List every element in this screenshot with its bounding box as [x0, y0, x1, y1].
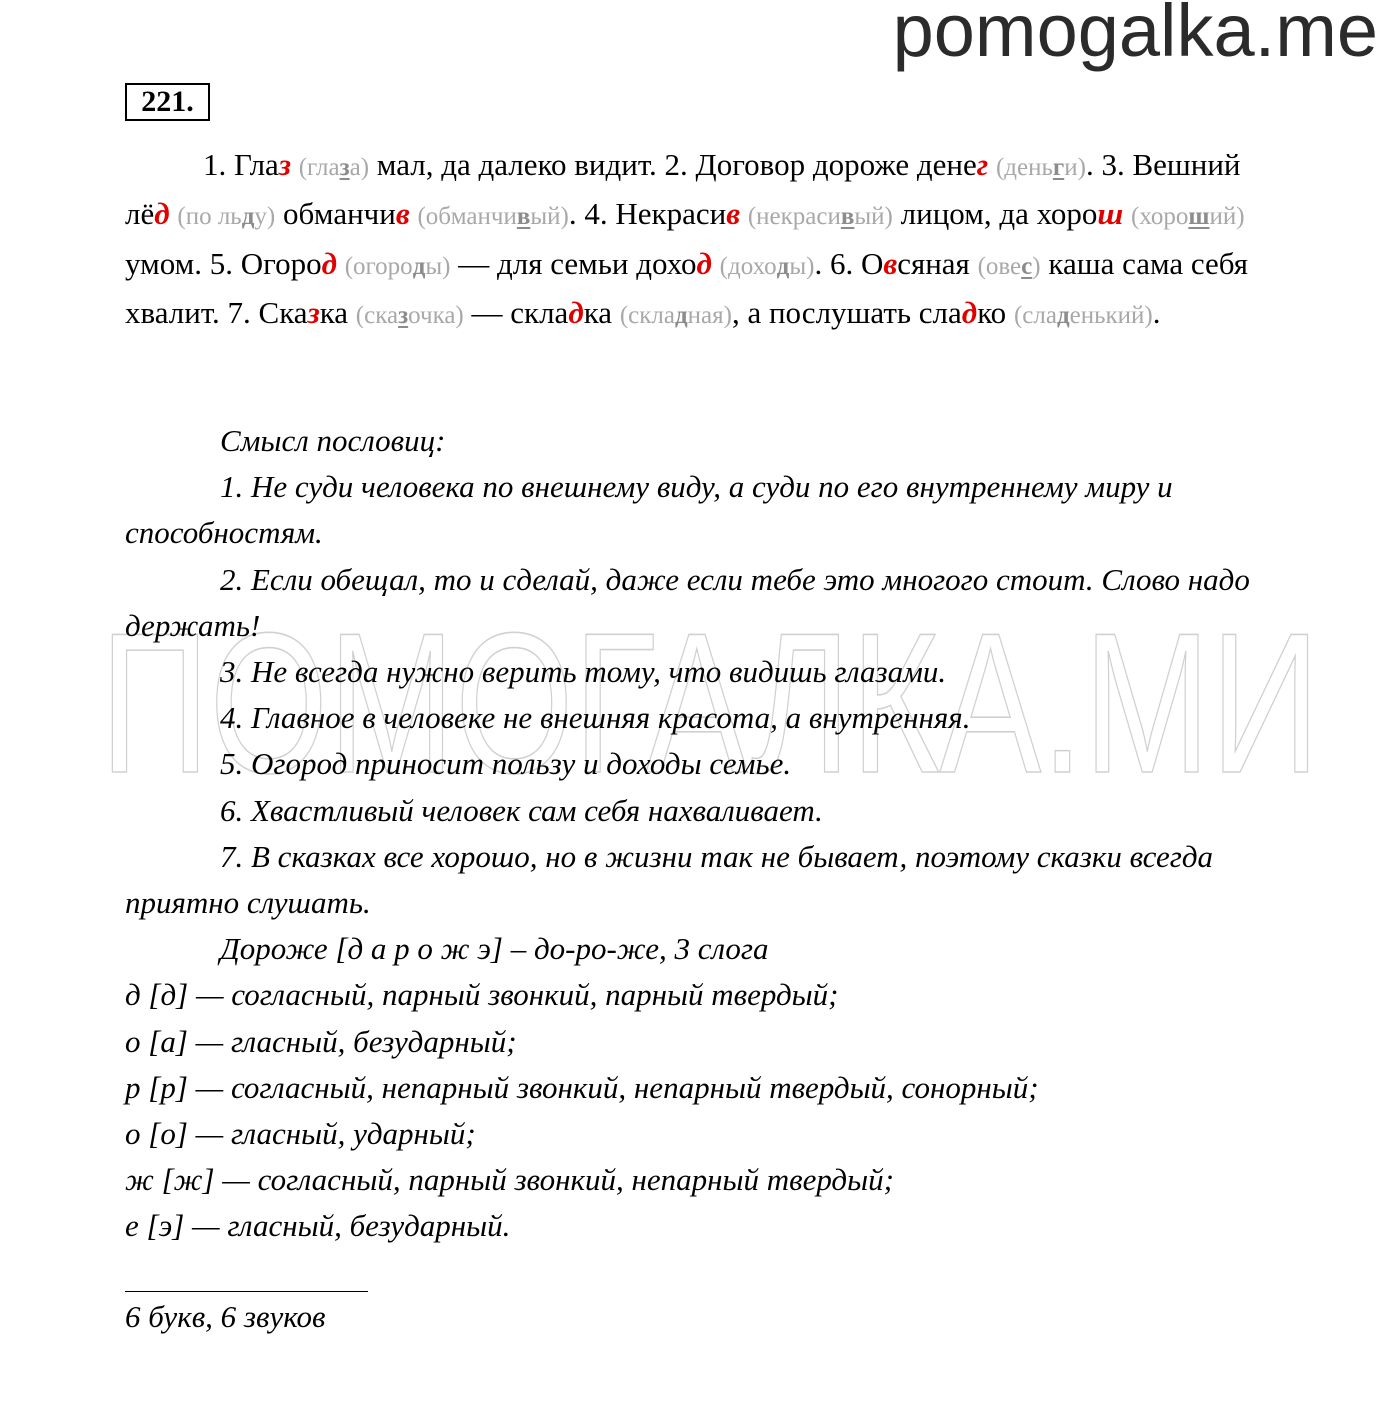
check-letter: в — [516, 203, 531, 231]
meaning-item: 5. Огород приносит пользу и доходы семье. — [220, 746, 792, 782]
check-word: (огоро — [344, 252, 413, 280]
exercise-number: 221. — [125, 83, 210, 121]
text-run: — скла — [463, 294, 569, 330]
highlighted-letter: д — [568, 294, 584, 330]
highlighted-letter: з — [307, 294, 320, 330]
check-word: (сла — [1013, 301, 1057, 329]
check-letter: з — [398, 301, 409, 329]
text-run — [1123, 196, 1131, 231]
check-word: (гла — [298, 154, 340, 181]
text-run — [291, 147, 299, 182]
text-run: умом. 5. Огоро — [125, 245, 322, 281]
check-word: ная) — [687, 301, 732, 329]
highlighted-letter: в — [395, 196, 410, 232]
analysis-line: е [э] — гласный, безударный. — [125, 1208, 511, 1244]
check-word: (обманчи — [417, 203, 517, 231]
text-run: обманчи — [275, 196, 396, 232]
text-run: лицом, да хоро — [892, 196, 1098, 232]
check-word: ый) — [530, 203, 569, 231]
text-run: . 6. О — [814, 245, 884, 281]
check-letter: д — [412, 252, 426, 280]
watermark-text: ПОМОГАЛКА.МИ — [100, 596, 1320, 806]
task-text — [125, 142, 1290, 339]
check-word: (скла — [619, 301, 675, 329]
check-word: (некраси — [747, 203, 841, 231]
check-letter: с — [1021, 252, 1033, 280]
text-run: ка — [583, 294, 620, 330]
meaning-heading: Смысл пословиц: — [220, 423, 446, 458]
check-word: ы) — [789, 252, 815, 280]
text-run: . — [1152, 294, 1161, 330]
analysis-line: о [о] — гласный, ударный; — [125, 1116, 476, 1152]
check-word: (хоро — [1131, 203, 1189, 231]
check-word: (день — [995, 154, 1053, 181]
check-word: ) — [1032, 252, 1041, 280]
check-word: (по ль — [177, 203, 242, 231]
check-word: и) — [1064, 154, 1086, 181]
check-word: ы) — [425, 252, 451, 280]
meaning-item: 1. Не суди человека по внешнему виду, а суди по его внутреннему миру и способностям. — [125, 469, 1173, 551]
check-word: (ска — [355, 301, 399, 329]
footnote-divider — [125, 1291, 368, 1292]
highlighted-letter: д — [696, 245, 712, 281]
meaning-item: 4. Главное в человеке не внешняя красота, а внутренняя. — [220, 700, 971, 736]
text-run: . 3. Вешний лё — [125, 147, 1241, 232]
text-run: мал, да далеко видит. 2. Договор дороже дене — [369, 147, 977, 182]
text-run: . 4. Некраси — [568, 196, 727, 232]
text-run: , а послушать сла — [731, 294, 962, 330]
analysis-line: о [а] — гласный, безударный; — [125, 1023, 517, 1059]
highlighted-letter: ш — [1097, 196, 1124, 232]
text-run — [712, 246, 720, 281]
meaning-item: 2. Если обещал, то и сделай, даже если тебе это многого стоит. Слово надо держать! — [125, 561, 1250, 643]
check-letter: д — [1056, 301, 1070, 329]
text-run: ка — [319, 294, 356, 330]
check-letter: в — [840, 203, 855, 231]
check-word: а) — [349, 154, 370, 181]
highlighted-letter: д — [961, 294, 978, 330]
check-word: очка) — [408, 301, 464, 329]
text-run — [988, 147, 996, 182]
check-word: у) — [254, 203, 276, 231]
text-run: сяная — [897, 245, 978, 281]
meaning-section — [125, 418, 1290, 1250]
check-letter: г — [1052, 154, 1065, 181]
highlighted-letter: г — [976, 147, 989, 182]
highlighted-letter: в — [726, 196, 741, 232]
text-run: — для семьи дохо — [450, 245, 697, 281]
analysis-title: Дороже [д а р о ж э] – до-ро-же, 3 слога — [220, 931, 769, 967]
site-title: pomogalka.me — [892, 0, 1378, 72]
highlighted-letter: в — [883, 245, 898, 281]
analysis-line: р [р] — согласный, непарный звонкий, непарный твердый, сонорный; — [125, 1069, 1039, 1105]
meaning-item: 3. Не всегда нужно верить тому, что видишь глазами. — [220, 654, 947, 690]
meaning-item: 7. В сказках все хорошо, но в жизни так не бывает, поэтому сказки всегда приятно слушать. — [125, 838, 1214, 921]
check-letter: ш — [1188, 203, 1210, 231]
text-run: каша сама себя хвалит. 7. Ска — [125, 245, 1249, 330]
check-word: ий) — [1209, 203, 1245, 231]
text-run — [337, 246, 345, 281]
check-letter: з — [339, 154, 350, 181]
analysis-line: ж [ж] — согласный, парный звонкий, непарный твердый; — [125, 1162, 894, 1198]
meaning-item: 6. Хвастливый человек сам себя нахваливает. — [220, 792, 823, 828]
text-run: ко — [977, 294, 1014, 330]
analysis-line: д [д] — согласный, парный звонкий, парный твердый; — [125, 977, 839, 1013]
check-letter: д — [241, 203, 255, 231]
check-letter: д — [674, 301, 688, 329]
check-word: ый) — [854, 203, 893, 231]
highlighted-letter: д — [154, 196, 170, 232]
text-run — [740, 196, 748, 231]
check-word: енький) — [1069, 301, 1153, 329]
check-word: (дохо — [719, 252, 777, 280]
highlighted-letter: д — [321, 245, 337, 281]
check-word: (ове — [977, 252, 1022, 280]
highlighted-letter: з — [278, 147, 291, 182]
text-run: 1. Гла — [203, 147, 279, 182]
check-letter: д — [776, 252, 790, 280]
footnote: 6 букв, 6 звуков — [125, 1299, 326, 1334]
